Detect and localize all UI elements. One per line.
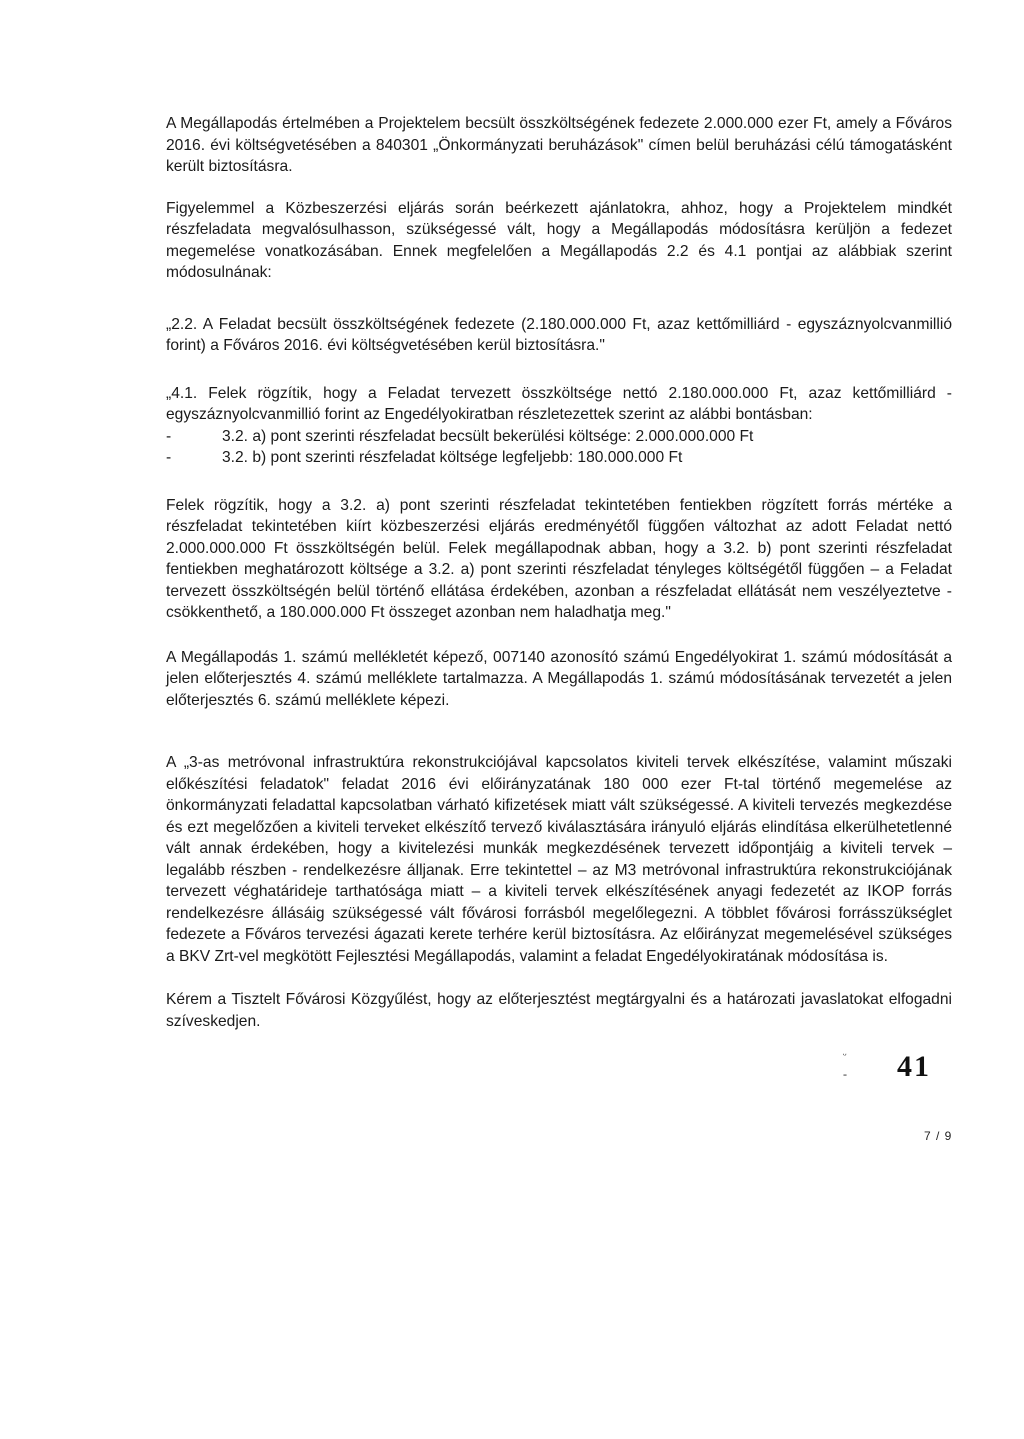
handwritten-mark-top: ᵕ [843, 1048, 847, 1062]
stamped-page-number: 41 [897, 1050, 931, 1083]
paragraph-procurement: Figyelemmel a Közbeszerzési eljárás során beérkezett ajánlatokra, ahhoz, hogy a Projektelem mindkét részfeladata megvalósulhasson, szükségessé vált, hogy a Megállapodás módosításra kerüljön a fedezet megemelése vonatkozásában. Ennek megfelelően a Megállapodás 2.2 és 4.1 pontjai az alábbiak szerint módosulnának: [166, 199, 952, 281]
paragraph-parties-agree: Felek rögzítik, hogy a 3.2. a) pont szerinti részfeladat tekintetében fentiekben rögzített forrás mértéke a részfeladat tekintetében kiírt közbeszerzési eljárás eredményétől függően változhat az adott Feladat nettó 2.000.000.000 Ft összköltségén belül. Felek megállapodnak abban, hogy a 3.2. b) pont szerinti részfeladat fentiekben meghatározott költsége a 3.2. a) pont szerinti részfeladat tényleges költségétől függően – a Feladat tervezett összköltségén belül történő ellátása érdekében, azonban a részfeladat ellátását nem veszélyeztetve - csökkenthető, a 180.000.000 Ft összeget azonban nem haladhatja meg." [166, 496, 952, 621]
page-number: 7 / 9 [924, 1129, 953, 1143]
list-item [166, 447, 952, 469]
list-item [166, 426, 952, 448]
paragraph-funding: A Megállapodás értelmében a Projektelem becsült összköltségének fedezete 2.000.000 ezer Ft, amely a Főváros 2016. évi költségvetésében a 840301 „Önkormányzati beruházások" címen belül beruházási célú támogatásként került biztosításra. [166, 115, 952, 175]
cost-breakdown-list [166, 426, 952, 469]
paragraph-clause-2-2: „2.2. A Feladat becsült összköltségének fedezete (2.180.000.000 Ft, azaz kettőmilliárd - egyszáznyolcvanmillió forint) a Főváros 2016. évi költségvetésében kerül biztosításra." [166, 315, 952, 354]
paragraph-request: Kérem a Tisztelt Fővárosi Közgyűlést, hogy az előterjesztést megtárgyalni és a határozati javaslatokat elfogadni szíveskedjen. [166, 991, 952, 1030]
list-dash: - [166, 427, 172, 445]
list-dash: - [166, 449, 172, 466]
paragraph-clause-4-1: „4.1. Felek rögzítik, hogy a Feladat tervezett összköltsége nettó 2.180.000.000 Ft, azaz kettőmilliárd -egyszáznyolcvanmillió forint az Engedélyokiratban részletezettek szerint az alábbi bontásban: [166, 384, 952, 423]
document-body [166, 113, 952, 1032]
paragraph-metro-line: A „3-as metróvonal infrastruktúra rekonstrukciójával kapcsolatos kiviteli tervek elkészítése, valamint műszaki előkészítési feladatok" feladat 2016 évi előirányzatának 180 000 ezer Ft-tal történő megemelése az önkormányzati feladattal kapcsolatban várható kifizetések miatt vált szükségessé. A kiviteli tervezés megkezdése és ezt megelőzően a kiviteli terveket elkészítő tervező kiválasztására irányuló eljárás elindítása elkerülhetetlenné vált annak érdekében, hogy a kivitelezési munkák megkezdésének tervezett időpontjáig a kiviteli tervek – legalább részben - rendelkezésre álljanak. Erre tekintettel – az M3 metróvonal infrastruktúra rekonstrukciójának tervezett véghatárideje tarthatósága miatt – a kiviteli tervek elkészítésének anyagi fedezetét az IKOP forrás rendelkezésre állásáig szükségessé vált fővárosi forrásból megelőlegezni. A többlet fővárosi forrásszükséglet fedezete a Főváros tervezési ágazati kerete terhére kerül biztosításra. Az előirányzat megemelésével szükséges a BKV Zrt-vel megkötött Fejlesztési Megállapodás, valamint a feladat Engedélyokiratának módosítása is. [166, 754, 952, 965]
list-item-text: 3.2. b) pont szerinti részfeladat költsége legfeljebb: 180.000.000 Ft [222, 449, 683, 466]
list-item-text: 3.2. a) pont szerinti részfeladat becsült bekerülési költsége: 2.000.000.000 Ft [222, 427, 754, 445]
paragraph-attachments: A Megállapodás 1. számú mellékletét képező, 007140 azonosító számú Engedélyokirat 1. számú módosítását a jelen előterjesztés 4. számú melléklete tartalmazza. A Megállapodás 1. számú módosításának tervezetét a jelen előterjesztés 6. számú melléklete képezi. [166, 648, 952, 709]
handwritten-mark-bottom: - [843, 1067, 847, 1081]
